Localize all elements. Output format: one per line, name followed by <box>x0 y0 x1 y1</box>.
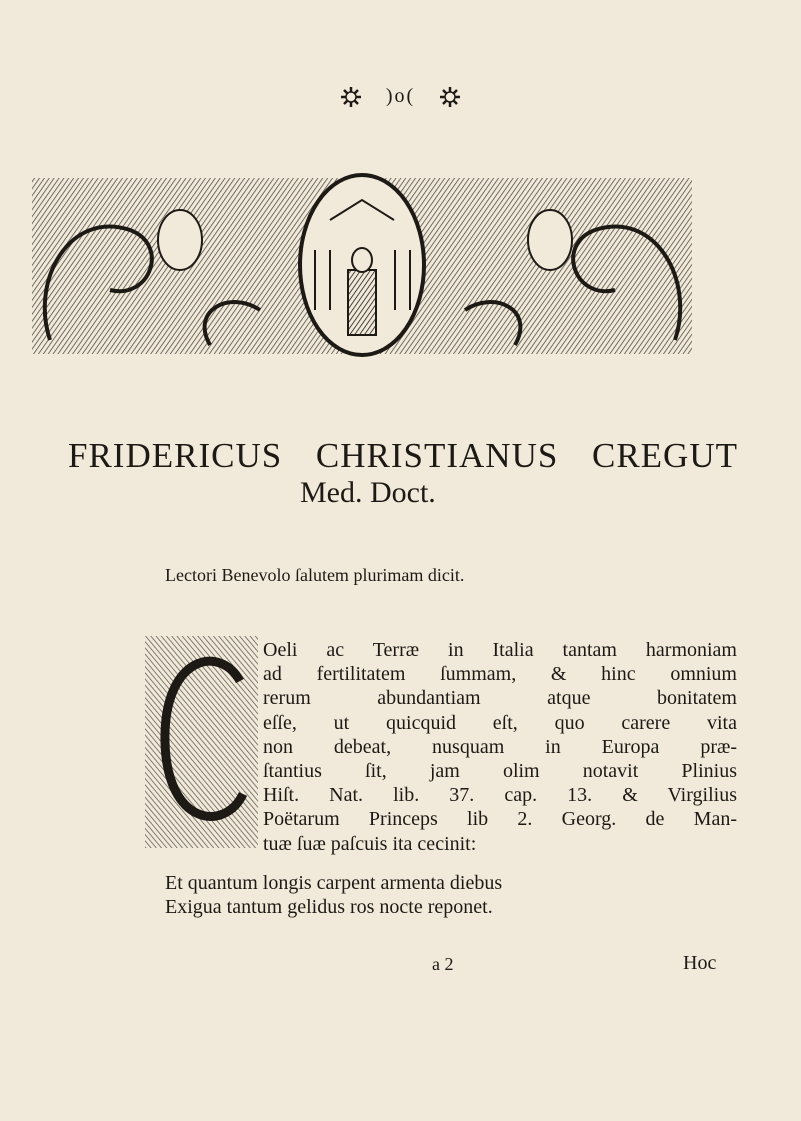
text-line: ſtantius ſit, jam olim notavit Plinius <box>263 760 737 783</box>
author-degree: Med. Doct. <box>300 476 436 509</box>
title-word: CHRISTIANUS <box>315 436 559 475</box>
verse-line: Exigua tantum gelidus ros nocte reponet. <box>165 896 493 918</box>
signature-mark: a 2 <box>432 954 454 974</box>
catchword: Hoc <box>683 952 717 974</box>
title-word: FRIDERICUS <box>68 436 283 475</box>
salutation: Lectori Benevolo ſalutem plurimam dicit. <box>165 565 465 585</box>
body-paragraph <box>263 638 737 856</box>
text-line: tuæ ſuæ paſcuis ita cecinit: <box>263 832 477 855</box>
text-line: Oeli ac Terræ in Italia tantam harmoniam <box>263 639 737 661</box>
text-line: rerum abundantiam atque bonitatem <box>263 687 737 710</box>
rosette-icon <box>341 87 361 107</box>
rosette-icon <box>440 87 460 107</box>
text-line: Hiſt. Nat. lib. 37. cap. 13. & Virgilius <box>263 784 737 807</box>
page-header <box>0 84 801 108</box>
engraved-headpiece-icon <box>30 170 695 360</box>
text-line: non debeat, nusquam in Europa præ- <box>263 735 737 758</box>
verse-quotation <box>165 871 502 919</box>
verse-line: Et quantum longis carpent armenta diebus <box>165 872 503 894</box>
text-line: Poëtarum Princeps lib 2. Georg. de Man- <box>263 808 737 831</box>
title-word: CREGUT <box>591 436 738 475</box>
author-name-heading <box>68 438 738 474</box>
header-mark-text: )o( <box>385 85 416 107</box>
text-line: eſſe, ut quicquid eſt, quo carere vita <box>263 711 737 734</box>
decorated-initial-icon <box>145 636 258 848</box>
text-line: ad fertilitatem ſummam, & hinc omnium <box>263 663 737 686</box>
